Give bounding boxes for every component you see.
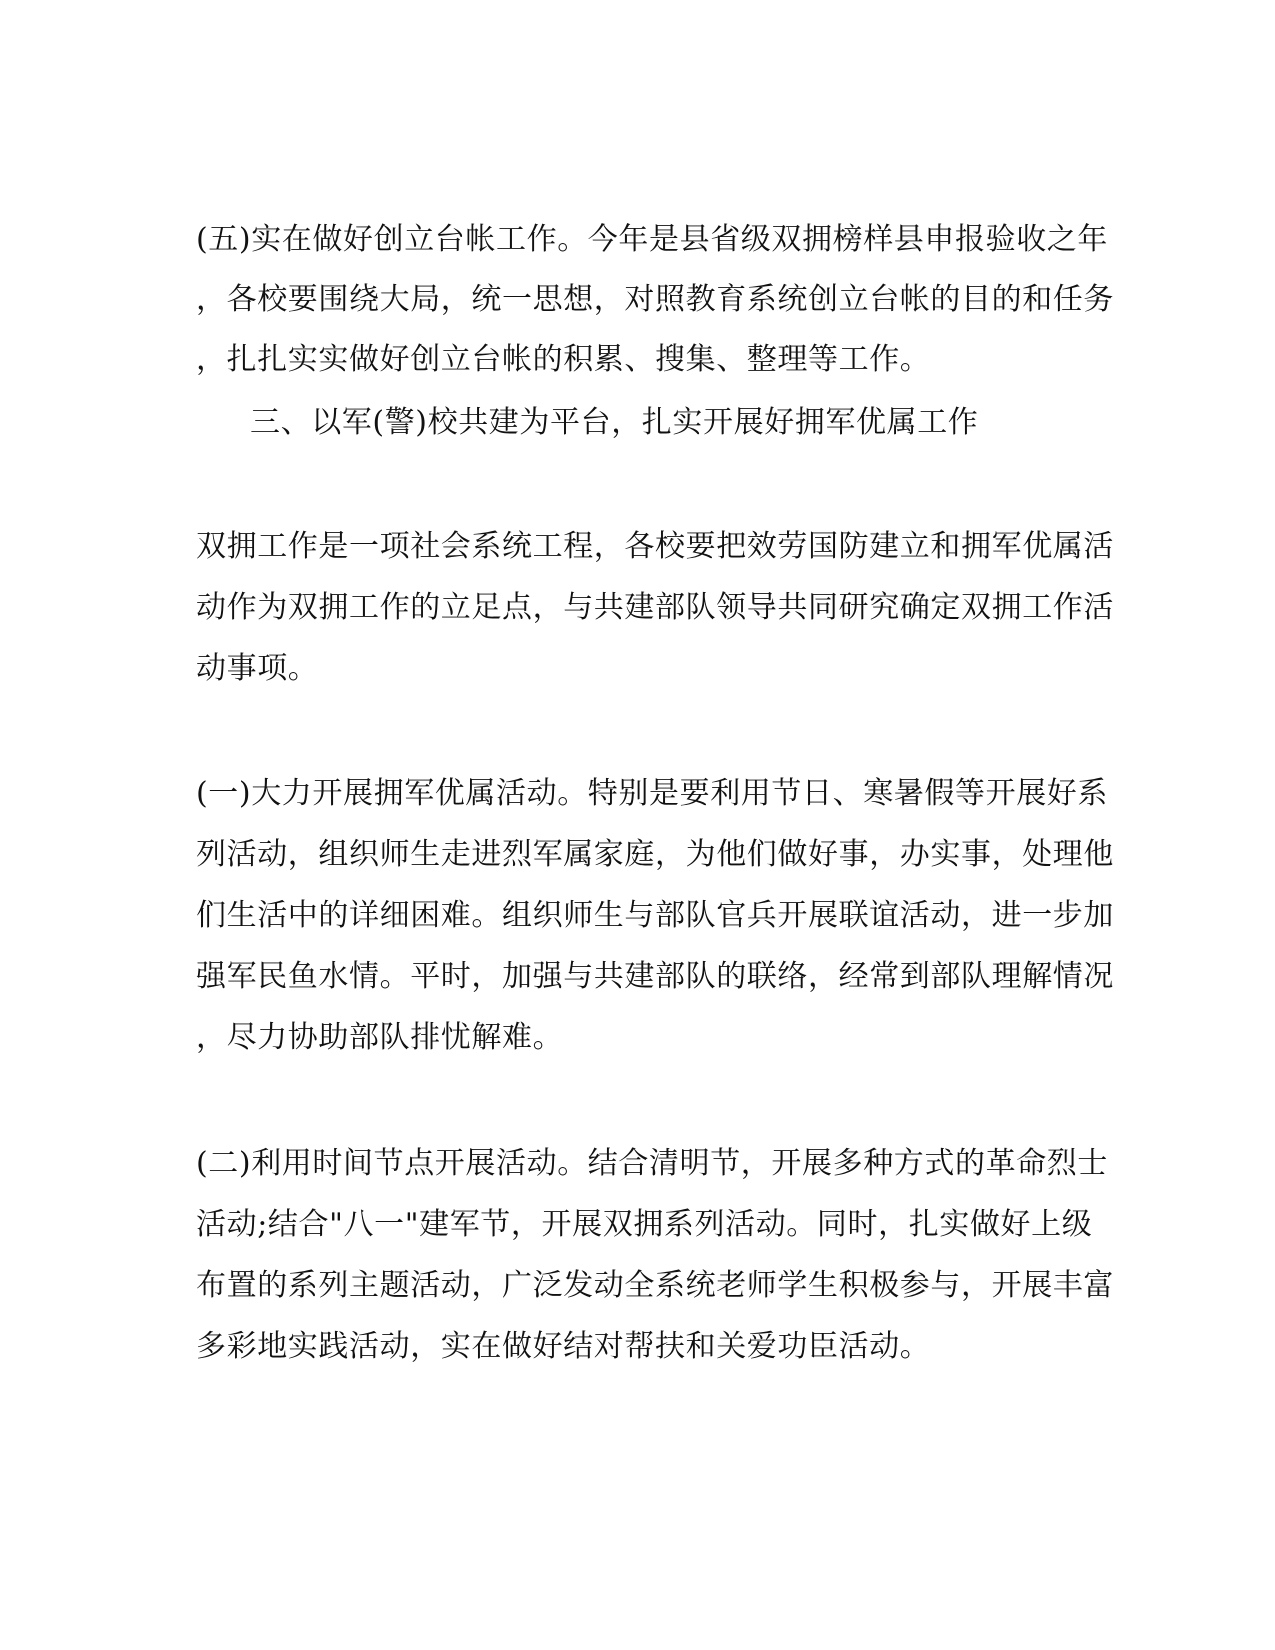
- text-line: 双拥工作是一项社会系统工程，各校要把效劳国防建立和拥军优属活: [196, 529, 1114, 564]
- text-line: (二)利用时间节点开展活动。结合清明节，开展多种方式的革命烈士: [196, 1146, 1109, 1181]
- text-line: 布置的系列主题活动，广泛发动全系统老师学生积极参与，开展丰富: [196, 1268, 1114, 1303]
- text-line: ，扎扎实实做好创立台帐的积累、搜集、整理等工作。: [196, 342, 931, 377]
- text-line: 动作为双拥工作的立足点，与共建部队领导共同研究确定双拥工作活: [196, 590, 1114, 625]
- text-line: 们生活中的详细困难。组织师生与部队官兵开展联谊活动，进一步加: [196, 898, 1114, 933]
- text-line: ，尽力协助部队排忧解难。: [196, 1020, 564, 1055]
- text-line: ，各校要围绕大局，统一思想，对照教育系统创立台帐的目的和任务: [196, 282, 1114, 317]
- text-line: 动事项。: [196, 651, 319, 686]
- text-line: (一)大力开展拥军优属活动。特别是要利用节日、寒暑假等开展好系: [196, 776, 1109, 811]
- text-line: 多彩地实践活动，实在做好结对帮扶和关爱功臣活动。: [196, 1329, 931, 1364]
- section-heading: 三、以军(警)校共建为平台，扎实开展好拥军优属工作: [250, 405, 979, 440]
- text-line: (五)实在做好创立台帐工作。今年是县省级双拥榜样县申报验收之年: [196, 222, 1109, 257]
- text-line: 强军民鱼水情。平时，加强与共建部队的联络，经常到部队理解情况: [196, 959, 1114, 994]
- text-line: 活动;结合"八一"建军节，开展双拥系列活动。同时，扎实做好上级: [196, 1207, 1093, 1242]
- text-line: 列活动，组织师生走进烈军属家庭，为他们做好事，办实事，处理他: [196, 837, 1114, 872]
